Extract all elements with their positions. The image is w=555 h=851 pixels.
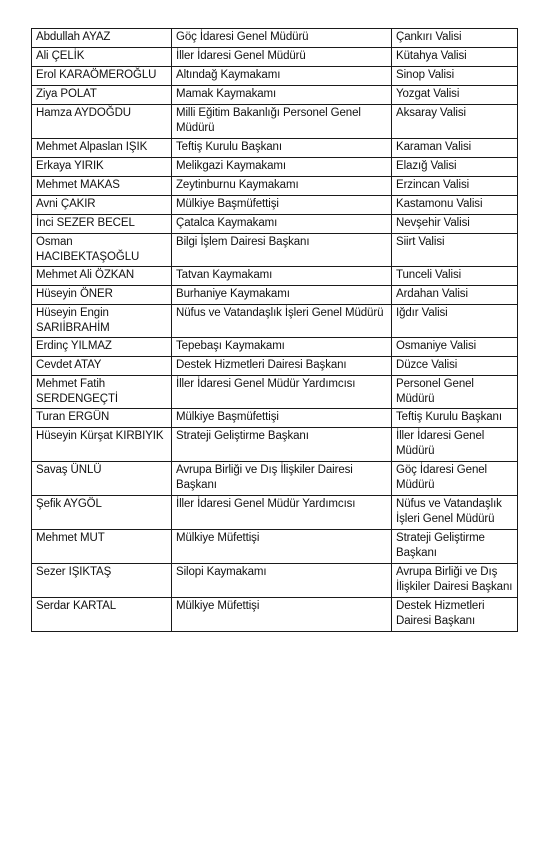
appointments-table-body xyxy=(32,29,518,632)
new-post-cell xyxy=(392,139,518,158)
official-name-cell-text: Hüseyin ÖNER xyxy=(36,288,113,300)
official-name-cell-text: Ziya POLAT xyxy=(36,88,97,100)
official-name-cell-text: Abdullah AYAZ xyxy=(36,31,111,43)
previous-post-cell xyxy=(172,215,392,234)
official-name-cell-text: İnci SEZER BECEL xyxy=(36,217,135,229)
official-name-cell xyxy=(32,215,172,234)
previous-post-cell-text: Avrupa Birliği ve Dış İlişkiler Dairesi Başkanı xyxy=(176,464,353,491)
new-post-cell-text: Nüfus ve Vatandaşlık İşleri Genel Müdürü xyxy=(396,498,502,525)
table-row xyxy=(32,428,518,462)
new-post-cell-text: Sinop Valisi xyxy=(396,69,455,81)
previous-post-cell xyxy=(172,564,392,598)
new-post-cell xyxy=(392,305,518,338)
official-name-cell-text: Mehmet Alpaslan IŞIK xyxy=(36,141,148,153)
new-post-cell-text: Kastamonu Valisi xyxy=(396,198,483,210)
official-name-cell xyxy=(32,86,172,105)
previous-post-cell-text: Tatvan Kaymakamı xyxy=(176,269,273,281)
new-post-cell-text: Personel Genel Müdürü xyxy=(396,378,474,405)
new-post-cell-text: Destek Hizmetleri Dairesi Başkanı xyxy=(396,600,485,627)
previous-post-cell xyxy=(172,357,392,376)
previous-post-cell xyxy=(172,338,392,357)
table-row xyxy=(32,67,518,86)
table-row xyxy=(32,357,518,376)
official-name-cell xyxy=(32,177,172,196)
table-row xyxy=(32,267,518,286)
table-row xyxy=(32,234,518,267)
new-post-cell xyxy=(392,86,518,105)
new-post-cell-text: Düzce Valisi xyxy=(396,359,458,371)
official-name-cell-text: Osman HACIBEKTAŞOĞLU xyxy=(36,236,140,263)
new-post-cell-text: Çankırı Valisi xyxy=(396,31,462,43)
previous-post-cell xyxy=(172,105,392,139)
previous-post-cell-text: İller İdaresi Genel Müdür Yardımcısı xyxy=(176,378,356,390)
table-row xyxy=(32,338,518,357)
previous-post-cell xyxy=(172,234,392,267)
previous-post-cell xyxy=(172,29,392,48)
table-row xyxy=(32,305,518,338)
new-post-cell xyxy=(392,409,518,428)
previous-post-cell-text: Mülkiye Başmüfettişi xyxy=(176,198,279,210)
official-name-cell-text: Erkaya YIRIK xyxy=(36,160,104,172)
table-row xyxy=(32,409,518,428)
official-name-cell xyxy=(32,305,172,338)
official-name-cell xyxy=(32,67,172,86)
previous-post-cell-text: Zeytinburnu Kaymakamı xyxy=(176,179,299,191)
new-post-cell-text: Aksaray Valisi xyxy=(396,107,466,119)
previous-post-cell xyxy=(172,598,392,632)
new-post-cell-text: Yozgat Valisi xyxy=(396,88,460,100)
official-name-cell-text: Savaş ÜNLÜ xyxy=(36,464,102,476)
document-page xyxy=(31,28,517,632)
previous-post-cell-text: Silopi Kaymakamı xyxy=(176,566,267,578)
table-row xyxy=(32,286,518,305)
new-post-cell-text: Nevşehir Valisi xyxy=(396,217,470,229)
new-post-cell-text: Teftiş Kurulu Başkanı xyxy=(396,411,502,423)
new-post-cell xyxy=(392,530,518,564)
official-name-cell xyxy=(32,48,172,67)
previous-post-cell-text: Göç İdaresi Genel Müdürü xyxy=(176,31,309,43)
official-name-cell-text: Mehmet MAKAS xyxy=(36,179,120,191)
previous-post-cell xyxy=(172,139,392,158)
official-name-cell xyxy=(32,158,172,177)
new-post-cell xyxy=(392,48,518,67)
table-row xyxy=(32,86,518,105)
new-post-cell xyxy=(392,564,518,598)
previous-post-cell-text: Melikgazi Kaymakamı xyxy=(176,160,286,172)
new-post-cell xyxy=(392,215,518,234)
official-name-cell-text: Mehmet Fatih SERDENGEÇTİ xyxy=(36,378,118,405)
official-name-cell-text: Serdar KARTAL xyxy=(36,600,117,612)
table-row xyxy=(32,105,518,139)
previous-post-cell xyxy=(172,428,392,462)
previous-post-cell-text: Teftiş Kurulu Başkanı xyxy=(176,141,282,153)
new-post-cell xyxy=(392,598,518,632)
new-post-cell-text: Osmaniye Valisi xyxy=(396,340,477,352)
official-name-cell-text: Cevdet ATAY xyxy=(36,359,102,371)
table-row xyxy=(32,139,518,158)
official-name-cell xyxy=(32,234,172,267)
table-row xyxy=(32,177,518,196)
table-row xyxy=(32,158,518,177)
previous-post-cell-text: Strateji Geliştirme Başkanı xyxy=(176,430,309,442)
previous-post-cell xyxy=(172,67,392,86)
appointments-table xyxy=(31,28,518,632)
table-row xyxy=(32,564,518,598)
official-name-cell xyxy=(32,598,172,632)
new-post-cell xyxy=(392,286,518,305)
official-name-cell-text: Erdinç YILMAZ xyxy=(36,340,112,352)
previous-post-cell xyxy=(172,376,392,409)
official-name-cell xyxy=(32,428,172,462)
official-name-cell xyxy=(32,462,172,496)
new-post-cell-text: Iğdır Valisi xyxy=(396,307,448,319)
official-name-cell-text: Hamza AYDOĞDU xyxy=(36,107,131,119)
previous-post-cell xyxy=(172,48,392,67)
official-name-cell xyxy=(32,530,172,564)
new-post-cell-text: Karaman Valisi xyxy=(396,141,472,153)
official-name-cell-text: Ali ÇELİK xyxy=(36,50,85,62)
previous-post-cell xyxy=(172,305,392,338)
previous-post-cell xyxy=(172,462,392,496)
previous-post-cell xyxy=(172,409,392,428)
official-name-cell xyxy=(32,267,172,286)
official-name-cell-text: Hüseyin Engin SARIİBRAHİM xyxy=(36,307,110,334)
previous-post-cell xyxy=(172,530,392,564)
official-name-cell xyxy=(32,196,172,215)
official-name-cell-text: Şefik AYGÖL xyxy=(36,498,102,510)
new-post-cell xyxy=(392,376,518,409)
new-post-cell-text: Strateji Geliştirme Başkanı xyxy=(396,532,485,559)
new-post-cell xyxy=(392,462,518,496)
table-row xyxy=(32,196,518,215)
official-name-cell-text: Sezer IŞIKTAŞ xyxy=(36,566,112,578)
table-row xyxy=(32,496,518,530)
previous-post-cell-text: İller İdaresi Genel Müdür Yardımcısı xyxy=(176,498,356,510)
table-row xyxy=(32,29,518,48)
official-name-cell xyxy=(32,29,172,48)
previous-post-cell xyxy=(172,286,392,305)
new-post-cell xyxy=(392,338,518,357)
new-post-cell-text: Kütahya Valisi xyxy=(396,50,467,62)
official-name-cell-text: Mehmet MUT xyxy=(36,532,105,544)
new-post-cell-text: Tunceli Valisi xyxy=(396,269,462,281)
previous-post-cell xyxy=(172,158,392,177)
table-row xyxy=(32,462,518,496)
new-post-cell-text: İller İdaresi Genel Müdürü xyxy=(396,430,485,457)
official-name-cell xyxy=(32,139,172,158)
new-post-cell-text: Siirt Valisi xyxy=(396,236,445,248)
table-row xyxy=(32,530,518,564)
official-name-cell-text: Hüseyin Kürşat KIRBIYIK xyxy=(36,430,164,442)
new-post-cell xyxy=(392,267,518,286)
new-post-cell-text: Erzincan Valisi xyxy=(396,179,470,191)
new-post-cell xyxy=(392,234,518,267)
previous-post-cell-text: Nüfus ve Vatandaşlık İşleri Genel Müdürü xyxy=(176,307,384,319)
table-row xyxy=(32,48,518,67)
previous-post-cell-text: Çatalca Kaymakamı xyxy=(176,217,278,229)
previous-post-cell-text: Mülkiye Müfettişi xyxy=(176,532,260,544)
official-name-cell xyxy=(32,338,172,357)
previous-post-cell-text: Tepebaşı Kaymakamı xyxy=(176,340,285,352)
new-post-cell-text: Elazığ Valisi xyxy=(396,160,457,172)
previous-post-cell-text: Altındağ Kaymakamı xyxy=(176,69,281,81)
table-row xyxy=(32,376,518,409)
previous-post-cell-text: Mamak Kaymakamı xyxy=(176,88,277,100)
new-post-cell xyxy=(392,428,518,462)
previous-post-cell-text: Milli Eğitim Bakanlığı Personel Genel Müdürü xyxy=(176,107,361,134)
official-name-cell xyxy=(32,564,172,598)
previous-post-cell-text: Mülkiye Başmüfettişi xyxy=(176,411,279,423)
previous-post-cell xyxy=(172,496,392,530)
official-name-cell-text: Avni ÇAKIR xyxy=(36,198,96,210)
official-name-cell xyxy=(32,286,172,305)
official-name-cell xyxy=(32,409,172,428)
previous-post-cell-text: İller İdaresi Genel Müdürü xyxy=(176,50,306,62)
previous-post-cell-text: Burhaniye Kaymakamı xyxy=(176,288,290,300)
new-post-cell xyxy=(392,105,518,139)
new-post-cell xyxy=(392,357,518,376)
official-name-cell-text: Erol KARAÖMEROĞLU xyxy=(36,69,157,81)
previous-post-cell xyxy=(172,177,392,196)
new-post-cell xyxy=(392,177,518,196)
previous-post-cell-text: Mülkiye Müfettişi xyxy=(176,600,260,612)
new-post-cell-text: Göç İdaresi Genel Müdürü xyxy=(396,464,487,491)
previous-post-cell-text: Bilgi İşlem Dairesi Başkanı xyxy=(176,236,310,248)
new-post-cell xyxy=(392,67,518,86)
official-name-cell xyxy=(32,496,172,530)
previous-post-cell-text: Destek Hizmetleri Dairesi Başkanı xyxy=(176,359,347,371)
official-name-cell xyxy=(32,105,172,139)
previous-post-cell xyxy=(172,86,392,105)
previous-post-cell xyxy=(172,267,392,286)
official-name-cell-text: Mehmet Ali ÖZKAN xyxy=(36,269,135,281)
new-post-cell xyxy=(392,29,518,48)
new-post-cell-text: Ardahan Valisi xyxy=(396,288,468,300)
official-name-cell-text: Turan ERGÜN xyxy=(36,411,110,423)
new-post-cell xyxy=(392,158,518,177)
new-post-cell-text: Avrupa Birliği ve Dış İlişkiler Dairesi Başkanı xyxy=(396,566,513,593)
previous-post-cell xyxy=(172,196,392,215)
new-post-cell xyxy=(392,496,518,530)
official-name-cell xyxy=(32,357,172,376)
official-name-cell xyxy=(32,376,172,409)
table-row xyxy=(32,215,518,234)
table-row xyxy=(32,598,518,632)
new-post-cell xyxy=(392,196,518,215)
